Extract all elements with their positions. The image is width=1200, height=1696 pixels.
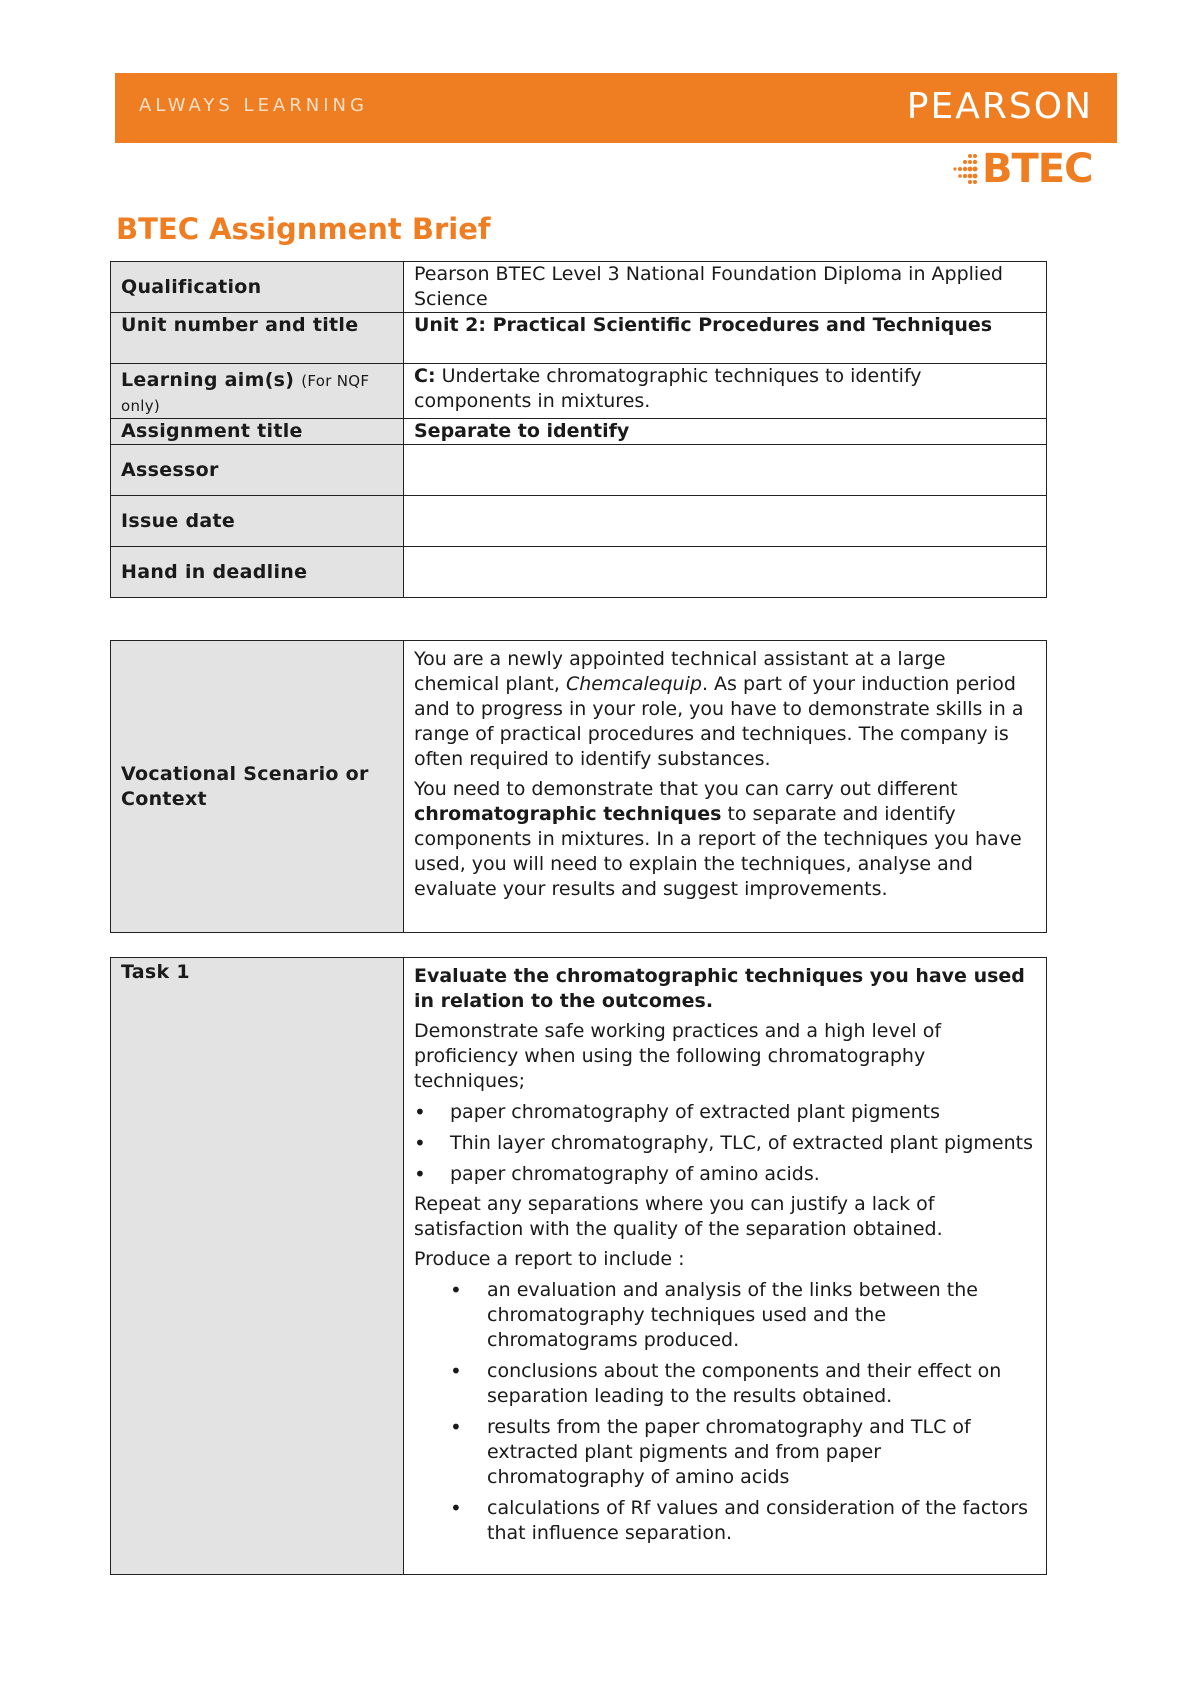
assignment-title-label: Assignment title	[111, 419, 404, 445]
scenario-text: . As part of your induction period and to progress in your role, you have to demonstrate skills in a range of practical procedures and techniques. The company is often required to identify substances.	[414, 673, 1024, 770]
learning-aim-label	[111, 364, 404, 419]
scenario-content	[404, 641, 1047, 933]
task1-intro: Demonstrate safe working practices and a high level of proficiency when using the following chromatography techniques;	[414, 1020, 942, 1092]
scenario-text: You need to demonstrate that you can carry out different	[414, 778, 958, 800]
btec-logo-word: BTEC	[982, 146, 1093, 192]
list-item: • conclusions about the components and their effect on separation leading to the results obtained.	[414, 1359, 1036, 1409]
task1-heading: Evaluate the chromatographic techniques you have used in relation to the outcomes.	[414, 965, 1025, 1012]
qualification-label: Qualification	[111, 262, 404, 313]
qualification-value: Pearson BTEC Level 3 National Foundation Diploma in Applied Science	[404, 262, 1047, 313]
header-banner	[115, 73, 1117, 143]
scenario-table	[110, 640, 1047, 933]
list-item: • paper chromatography of extracted plant pigments	[414, 1100, 1036, 1125]
issue-date-value	[404, 496, 1047, 547]
list-item: • an evaluation and analysis of the links between the chromatography techniques used and the chromatograms produced.	[414, 1278, 1036, 1353]
assessor-row	[111, 445, 1047, 496]
unit-row	[111, 313, 1047, 364]
task1-content	[404, 958, 1047, 1575]
assignment-title-value: Separate to identify	[404, 419, 1047, 445]
task1-table	[110, 957, 1047, 1575]
scenario-key-term: chromatographic techniques	[414, 803, 722, 825]
list-item: • Thin layer chromatography, TLC, of extracted plant pigments	[414, 1131, 1036, 1156]
assignment-title-row	[111, 419, 1047, 445]
report-intro: Produce a report to include :	[414, 1248, 685, 1270]
details-table	[110, 261, 1047, 598]
tagline: ALWAYS LEARNING	[139, 95, 368, 116]
task1-label: Task 1	[111, 958, 404, 1575]
learning-aim-code: C:	[414, 365, 436, 387]
list-item: • paper chromatography of amino acids.	[414, 1162, 1036, 1187]
unit-value: Unit 2: Practical Scientific Procedures and Techniques	[404, 313, 1047, 364]
task1-repeat: Repeat any separations where you can justify a lack of satisfaction with the quality of the separation obtained.	[414, 1193, 943, 1240]
unit-label: Unit number and title	[111, 313, 404, 364]
pearson-logo: PEARSON	[906, 86, 1093, 127]
deadline-value	[404, 547, 1047, 598]
technique-list	[414, 1100, 1036, 1187]
qualification-row	[111, 262, 1047, 313]
deadline-row	[111, 547, 1047, 598]
scenario-text: to separate and identify components in mixtures. In a report of the techniques you have used, you will need to explain the techniques, analyse and evaluate your results and suggest improvements.	[414, 803, 1022, 900]
scenario-text: You are a newly appointed technical assistant at a large chemical plant,	[414, 648, 946, 695]
scenario-paragraph-1	[414, 647, 1036, 772]
page-title: BTEC Assignment Brief	[116, 212, 491, 246]
learning-aim-note: (For NQF only)	[121, 372, 370, 415]
learning-aim-value	[404, 364, 1047, 419]
scenario-paragraph-2	[414, 777, 1036, 902]
learning-aim-label-text: Learning aim(s)	[121, 369, 295, 391]
task1-row	[111, 958, 1047, 1575]
assessor-label: Assessor	[111, 445, 404, 496]
dots-icon	[950, 151, 978, 187]
learning-aim-text: Undertake chromatographic techniques to identify components in mixtures.	[414, 365, 922, 412]
issue-date-label: Issue date	[111, 496, 404, 547]
btec-logo	[950, 148, 1092, 190]
scenario-row	[111, 641, 1047, 933]
list-item: • results from the paper chromatography and TLC of extracted plant pigments and from paper chromatography of amino acids	[414, 1415, 1036, 1490]
scenario-label: Vocational Scenario or Context	[111, 641, 404, 933]
list-item: • calculations of Rf values and consideration of the factors that influence separation.	[414, 1496, 1036, 1546]
report-list	[414, 1278, 1036, 1546]
company-name: Chemcalequip	[565, 673, 702, 695]
deadline-label: Hand in deadline	[111, 547, 404, 598]
learning-aim-row	[111, 364, 1047, 419]
assessor-value	[404, 445, 1047, 496]
issue-date-row	[111, 496, 1047, 547]
